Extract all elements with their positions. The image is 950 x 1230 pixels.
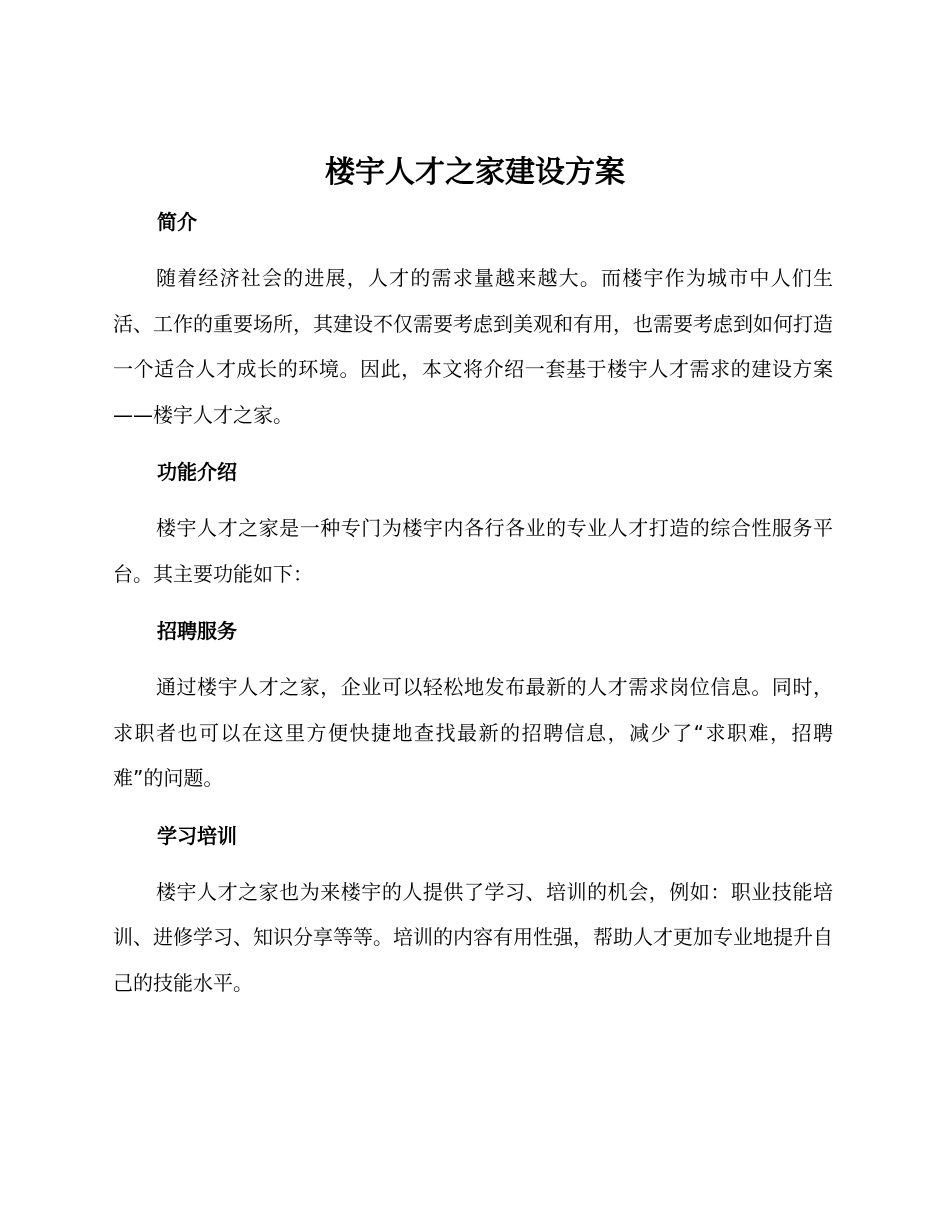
section-heading: 学习培训: [157, 823, 237, 848]
section-heading: 招聘服务: [157, 619, 237, 643]
section-heading: 简介: [157, 210, 197, 234]
section-heading: 功能介绍: [157, 460, 237, 484]
section-paragraph: 通过楼宇人才之家，企业可以轻松地发布最新的人才需求岗位信息。同时，求职者也可以在这里方便快捷地查找最新的招聘信息，减少了“求职难，招聘难”的问题。: [113, 675, 833, 790]
section-paragraph: 楼宇人才之家是一种专门为楼宇内各行各业的专业人才打造的综合性服务平台。其主要功能如下：: [113, 516, 833, 586]
section-features: [113, 450, 833, 597]
section-recruitment: [113, 609, 833, 802]
document-body: [113, 200, 833, 1006]
section-intro: [113, 200, 833, 438]
section-paragraph: 随着经济社会的进展，人才的需求量越来越大。而楼宇作为城市中人们生活、工作的重要场所，其建设不仅需要考虑到美观和有用，也需要考虑到如何打造一个适合人才成长的环境。因此，本文将介绍一套基于楼宇人才需求的建设方案——楼宇人才之家。: [113, 266, 833, 427]
section-paragraph: 楼宇人才之家也为来楼宇的人提供了学习、培训的机会，例如：职业技能培训、进修学习、知识分享等等。培训的内容有用性强，帮助人才更加专业地提升自己的技能水平。: [113, 879, 833, 995]
document-title: 楼宇人才之家建设方案: [325, 155, 625, 190]
section-training: [113, 814, 833, 1007]
